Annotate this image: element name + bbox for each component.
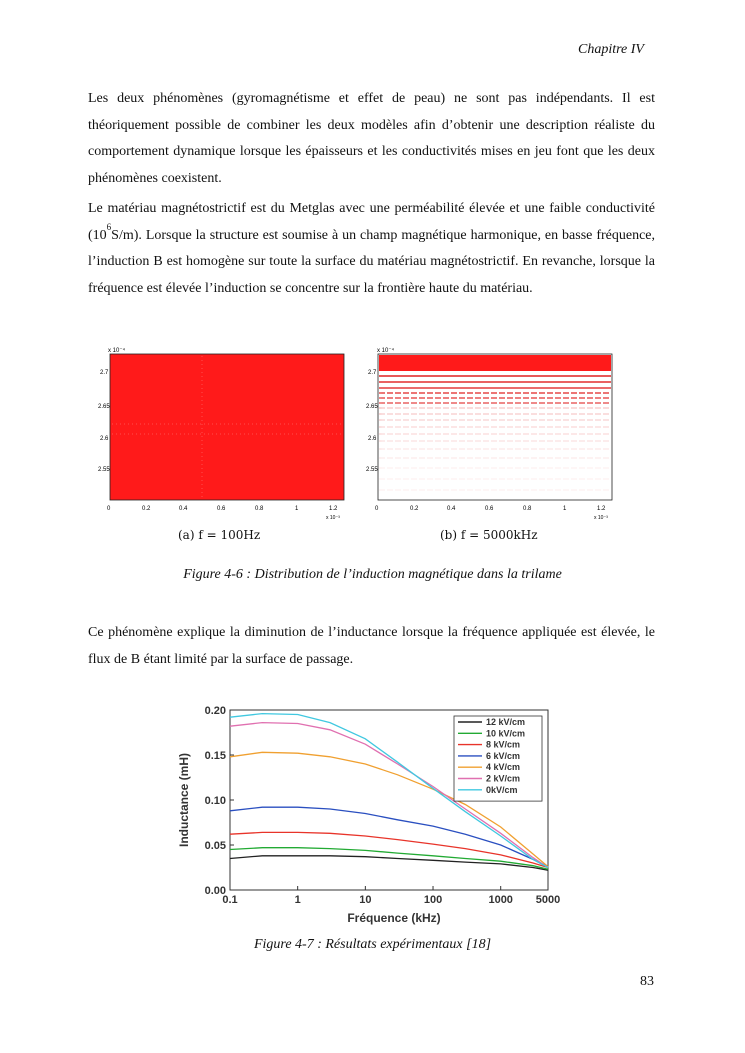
- plot-a-xtick: 0.2: [142, 506, 151, 512]
- legend-entry: 8 kV/cm: [486, 739, 521, 750]
- legend-entry: 4 kV/cm: [486, 762, 521, 773]
- page-number: 83: [640, 974, 654, 989]
- legend-entry: 0kV/cm: [486, 784, 518, 795]
- legend-entry: 12 kV/cm: [486, 717, 526, 727]
- x-tick-label: 1: [294, 894, 301, 906]
- plot-a-xtick: 1: [295, 506, 299, 512]
- figure-4-7-caption: Figure 4-7 : Résultats expérimentaux [18]: [253, 937, 492, 952]
- plot-a-xtick: 0.4: [179, 506, 188, 512]
- legend-entry: 6 kV/cm: [486, 750, 521, 761]
- paragraph-2-part-a: Le matériau magnétostrictif est du Metglas avec une perméabilité élevée et une faible conductivité (10: [88, 201, 655, 243]
- plot-b-ytick: 2.7: [368, 370, 377, 376]
- plot-a-x-exponent: x 10⁻³: [326, 515, 340, 521]
- plot-a-ytick: 2.55: [98, 467, 110, 473]
- plot-a-ytick: 2.7: [100, 370, 109, 376]
- plot-b-y-exponent: x 10⁻⁴: [377, 348, 395, 354]
- plot-b-xtick: 0.6: [485, 506, 494, 512]
- y-tick-label: 0.15: [204, 750, 226, 762]
- chapter-header: Chapitre IV: [578, 42, 644, 57]
- plot-b-x-exponent: x 10⁻³: [594, 515, 608, 521]
- plot-a-ytick: 2.65: [98, 404, 110, 410]
- plot-a-y-exponent: x 10⁻⁴: [108, 348, 126, 354]
- x-tick-label: 0.1: [222, 894, 238, 906]
- subcaption-a: (a) f = 100Hz: [178, 528, 261, 542]
- x-tick-label: 5000: [535, 894, 561, 906]
- y-tick-label: 0.05: [204, 840, 226, 852]
- plot-a: [98, 347, 344, 521]
- legend-entry: 10 kV/cm: [486, 728, 526, 739]
- x-axis-label: Fréquence (kHz): [347, 911, 441, 925]
- inductance-chart: [168, 700, 568, 928]
- paragraph-1: Les deux phénomènes (gyromagnétisme et effet de peau) ne sont pas indépendants. Il est théoriquement possible de combiner les deux modèles afin d’obtenir une description réaliste du comportement dynamique lorsque les épaisseurs et les conductivités mises en jeu font que les deux phénomènes coexistent.: [88, 91, 655, 186]
- plot-a-xtick: 0.8: [255, 506, 264, 512]
- x-tick-label: 100: [423, 894, 443, 906]
- plot-b-ytick: 2.55: [366, 467, 378, 473]
- plot-b-xtick: 0.8: [523, 506, 532, 512]
- plot-a-xtick: 0.6: [217, 506, 226, 512]
- plot-b-xtick: 1.2: [597, 506, 606, 512]
- y-axis-label: Inductance (mH): [177, 752, 191, 848]
- paragraph-3: Ce phénomène explique la diminution de l’inductance lorsque la fréquence appliquée est élevée, le flux de B étant limité par la surface de passage.: [88, 625, 655, 667]
- figure-induction-distribution: [98, 340, 618, 525]
- superscript-exponent: 6: [106, 221, 112, 232]
- plot-a-xtick: 1.2: [329, 506, 338, 512]
- legend-entry: 2 kV/cm: [486, 773, 521, 784]
- y-tick-label: 0.20: [204, 705, 226, 717]
- plot-a-field-fill: [110, 354, 344, 500]
- y-tick-label: 0.00: [204, 885, 226, 897]
- plot-b-surface-layer: [379, 355, 611, 371]
- plot-a-xtick: 0: [107, 506, 111, 512]
- plot-b-xtick: 1: [563, 506, 567, 512]
- plot-b-xtick: 0.2: [410, 506, 419, 512]
- plot-a-ytick: 2.6: [100, 436, 109, 442]
- plot-b-ytick: 2.65: [366, 404, 378, 410]
- subcaption-b: (b) f = 5000kHz: [440, 528, 538, 542]
- plot-b: [366, 347, 612, 521]
- plot-b-xtick: 0: [375, 506, 379, 512]
- paragraph-2-part-b: S/m). Lorsque la structure est soumise à un champ magnétique harmonique, en basse fréquence, l’induction B est homogène sur toute la surface du matériau magnétostrictif. En revanche, lorsque la fréquence est élevée l’induction se concentre sur la frontière haute du matériau.: [88, 227, 655, 296]
- x-tick-label: 1000: [488, 894, 513, 906]
- plot-b-ytick: 2.6: [368, 436, 377, 442]
- chart-legend: [454, 716, 542, 801]
- paragraph-2: [88, 196, 655, 302]
- figure-4-6-caption: Figure 4-6 : Distribution de l’induction magnétique dans la trilame: [183, 567, 562, 582]
- y-tick-label: 0.10: [204, 795, 226, 807]
- x-tick-label: 10: [359, 894, 372, 906]
- plot-b-xtick: 0.4: [447, 506, 456, 512]
